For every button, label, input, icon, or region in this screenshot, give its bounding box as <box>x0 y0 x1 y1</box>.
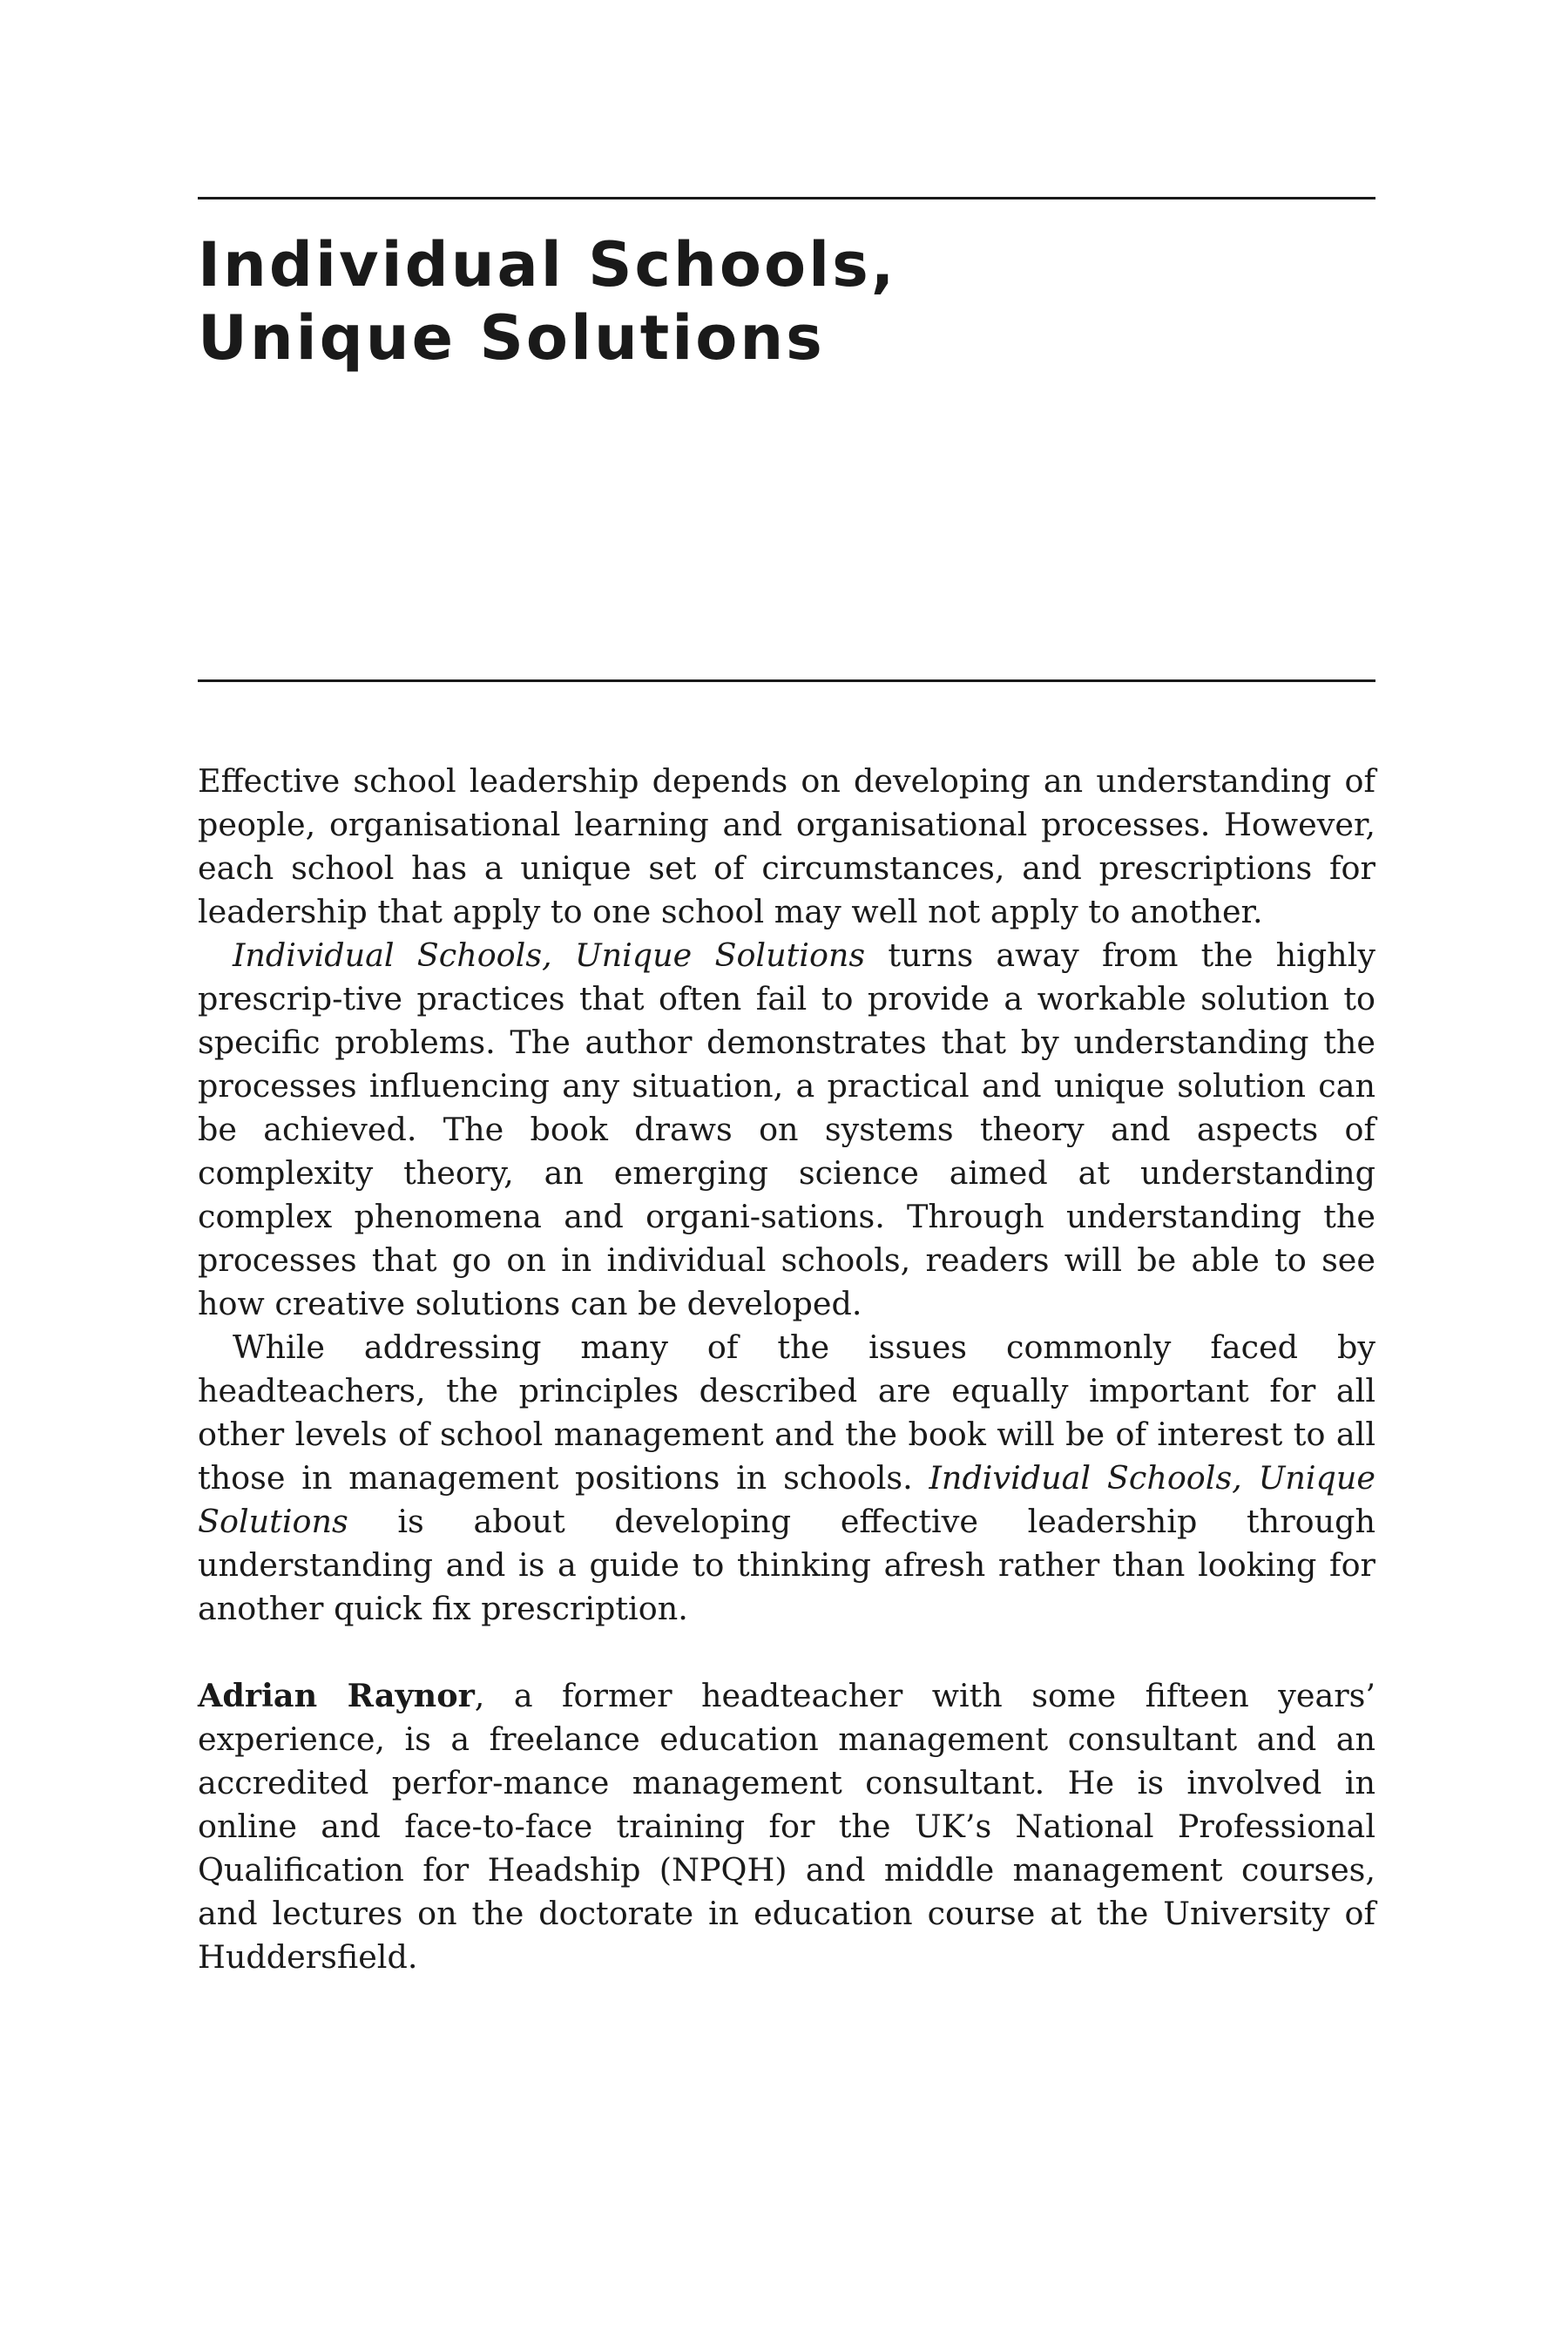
paragraph-3-text-before: While addressing many of the issues commonly faced by headteachers, the principles described are equally important for all other levels of school management and the book will be of interest to all those in management positions in schools. <box>198 1328 1375 1497</box>
bottom-rule <box>198 679 1375 682</box>
book-title <box>198 228 1375 375</box>
paragraph-3-text-after: is about developing effective leadership through understanding and is a guide to thinking afresh rather than looking for another quick fix prescription. <box>198 1503 1375 1627</box>
author-name: Adrian Raynor <box>198 1677 475 1714</box>
paragraph-1-text: Effective school leadership depends on developing an understanding of people, organisational learning and organisational processes. However, each school has a unique set of circumstances, and prescriptions for leadership that apply to one school may well not apply to another. <box>198 762 1375 930</box>
top-rule <box>198 197 1375 199</box>
blurb-paragraph-1 <box>198 760 1375 934</box>
paragraph-2-italic-title: Individual Schools, Unique Solutions <box>233 936 866 974</box>
paragraph-2-text: turns away from the highly prescrip-tive practices that often fail to provide a workable solution to specific problems. The author demonstrates that by understanding the processes influencing any situation, a practical and unique solution can be achieved. The book draws on systems theory and aspects of complexity theory, an emerging science aimed at understanding complex phenomena and organi-sations. Through understanding the processes that go on in individual schools, readers will be able to see how creative solutions can be developed. <box>198 936 1375 1322</box>
title-line-1: Individual Schools, <box>198 229 897 301</box>
title-line-2: Unique Solutions <box>198 302 825 374</box>
author-bio-text: , a former headteacher with some fifteen years’ experience, is a freelance education management consultant and an accredited perfor-mance management consultant. He is involved in online and face-to-face training for the UK’s National Professional Qualification for Headship (NPQH) and middle management courses, and lectures on the doctorate in education course at the University of Huddersfield. <box>198 1677 1375 1976</box>
blurb-paragraph-2 <box>198 934 1375 1326</box>
paragraph-3-italic-title: Individual Schools, Unique Solutions <box>198 1459 1375 1540</box>
author-bio <box>198 1674 1375 1979</box>
blurb-paragraph-3 <box>198 1326 1375 1631</box>
blurb-body <box>198 760 1375 1979</box>
